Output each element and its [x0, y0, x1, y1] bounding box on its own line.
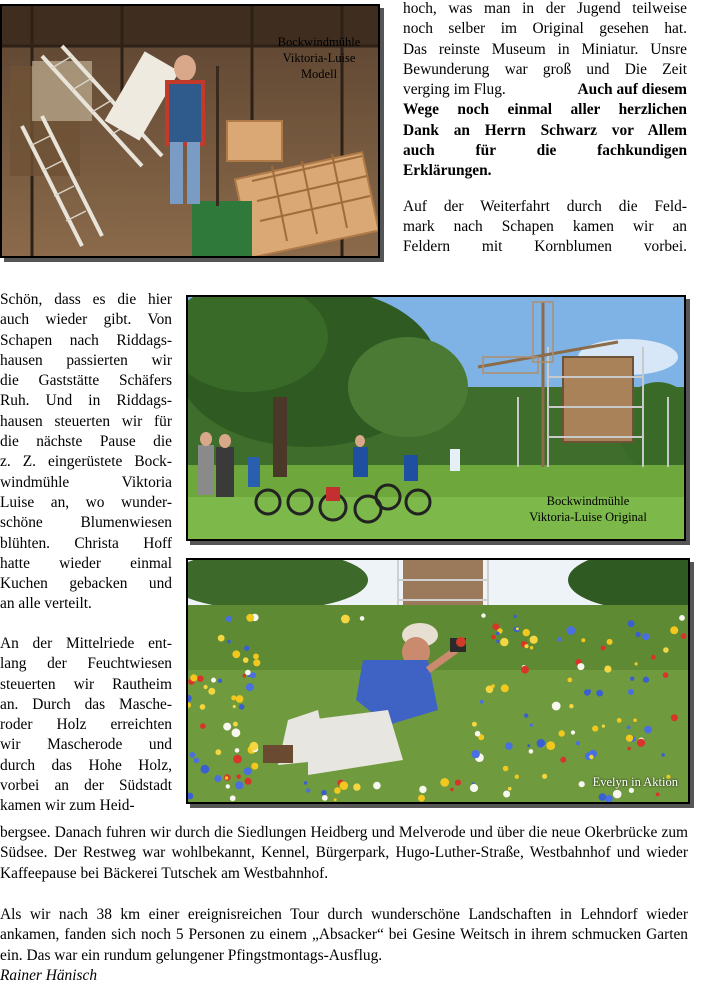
text-line: Auf der Weiterfahrt durch die Feld-: [403, 197, 687, 215]
text-line: Feldern mit Kornblumen vorbei.: [403, 238, 687, 256]
flower: [208, 688, 215, 695]
flower: [214, 775, 221, 782]
flower: [491, 684, 495, 688]
flower: [626, 735, 633, 742]
caption-line: Viktoria-Luise Original: [529, 510, 647, 524]
flower: [321, 790, 327, 796]
flower: [334, 798, 337, 801]
flower: [496, 632, 500, 636]
text-line: Schapen nach Riddags-: [0, 331, 172, 349]
flower: [418, 795, 425, 802]
flower: [334, 787, 341, 794]
flower: [530, 724, 533, 727]
flower: [542, 774, 547, 779]
text-line: blühten. Christa Hoff: [0, 534, 172, 552]
text-block-mittelriede: [0, 634, 172, 817]
flower: [340, 781, 349, 790]
flower: [189, 752, 195, 758]
flower: [481, 613, 485, 617]
text-line: hoch, was man in der Jugend teilweise: [403, 0, 687, 17]
text-line: Luise an, wo wunder-: [0, 493, 172, 511]
text-line: hausen passierten wir: [0, 351, 172, 369]
flower: [341, 615, 350, 624]
caption-line: Bockwindmühle: [546, 494, 630, 508]
photo-caption-model: [264, 34, 374, 82]
flower: [630, 677, 634, 681]
flower: [243, 674, 247, 678]
flower: [304, 781, 307, 784]
flower: [226, 784, 230, 788]
text-line: an alle verteilt.: [0, 595, 92, 613]
paragraph-heidbergsee: bergsee. Danach fuhren wir durch die Siedlungen Heidberg und Melverode und über die neue Okerbrücke zum Südsee. Der Restweg war wohlbekannt, Kennel, Bürgerpark, Hugo-Luther-Straße, Westbahnhof und wieder Kaffeepause bei Bäckerei Tutschek am Westbahnhof.: [0, 824, 688, 882]
flower: [581, 638, 585, 642]
text-line: die Gaststätte Schäfers: [0, 372, 172, 390]
flower: [194, 758, 200, 764]
text-line: z. Z. eingerüstete Bock-: [0, 453, 172, 471]
flower: [584, 689, 590, 695]
text-line: An der Mittelriede ent-: [0, 635, 172, 652]
flower: [602, 725, 605, 728]
flower: [530, 646, 533, 649]
flower: [530, 636, 538, 644]
flower: [322, 795, 328, 801]
flower: [557, 637, 562, 642]
flower: [236, 695, 244, 703]
flower: [250, 742, 259, 751]
flower: [576, 741, 580, 745]
text-line: steuerten wir Rautheim: [0, 675, 172, 693]
flower: [552, 702, 561, 711]
flower: [236, 774, 240, 778]
flower: [521, 666, 529, 674]
flower: [480, 700, 484, 704]
flower: [635, 632, 640, 637]
flower: [360, 616, 365, 621]
flower: [635, 662, 638, 665]
flower: [223, 723, 231, 731]
flower: [492, 623, 499, 630]
flower: [218, 679, 222, 683]
paragraph: [403, 0, 687, 182]
flower: [373, 782, 381, 790]
text-line: auch wieder gibt. Von: [0, 311, 172, 329]
photo-caption-action: Evelyn in Aktion: [592, 775, 678, 789]
flower: [643, 677, 649, 683]
text-line: hatte wieder einmal: [0, 554, 172, 572]
flower: [233, 722, 238, 727]
flower: [501, 684, 509, 692]
flower: [246, 683, 254, 691]
flower: [472, 722, 477, 727]
flower: [201, 765, 210, 774]
flower: [560, 757, 566, 763]
flower: [546, 741, 555, 750]
flower: [233, 705, 236, 708]
flower: [218, 635, 225, 642]
flower: [472, 750, 480, 758]
flower: [599, 793, 607, 801]
flower: [440, 778, 449, 787]
flower: [491, 635, 496, 640]
text-line: Schön, dass es die hier: [0, 291, 172, 308]
flower: [475, 731, 481, 737]
text-line: windmühle Viktoria: [0, 473, 172, 491]
photo-windmill-model: [0, 4, 380, 258]
flower: [251, 763, 258, 770]
text-line: schöne Blumenwiesen: [0, 514, 172, 532]
flower: [663, 672, 669, 678]
text-line: Bewunderung war groß und Die Zeit: [403, 60, 687, 78]
flower: [679, 615, 685, 621]
flower: [503, 766, 509, 772]
text-line: Kuchen gebacken und: [0, 575, 172, 593]
text-line: an. Durch das Masche-: [0, 695, 172, 713]
flower: [661, 753, 665, 757]
text-line-bold: Wege noch einmal aller herzlichen: [403, 101, 687, 119]
caption-line: Modell: [300, 67, 338, 81]
flower: [529, 749, 534, 754]
flower: [613, 790, 622, 799]
flower: [617, 718, 622, 723]
photo-caption-original: [498, 493, 678, 525]
flower: [516, 627, 519, 630]
flower: [239, 704, 245, 710]
paragraph-weiterfahrt: [403, 197, 687, 258]
flower: [500, 638, 508, 646]
text-line: roder Holz erreichten: [0, 716, 172, 734]
flower: [627, 726, 631, 730]
flower: [232, 728, 241, 737]
flower: [642, 633, 649, 640]
flower: [306, 788, 310, 792]
flower: [215, 749, 221, 755]
flower: [596, 690, 603, 697]
text-block-museum: [403, 0, 687, 258]
text-line-bold: Auch auf diesem: [577, 81, 687, 99]
flower: [671, 714, 678, 721]
text-line: Ruh. Und in Riddags-: [0, 392, 172, 410]
text-line-bold: Erklärungen.: [403, 162, 492, 180]
flower: [246, 614, 254, 622]
photo-evelyn: [186, 558, 690, 804]
flower: [628, 689, 634, 695]
text-line: lang der Feuchtwiesen: [0, 655, 172, 673]
flower: [496, 640, 499, 643]
flower: [571, 730, 575, 734]
flower: [455, 780, 461, 786]
text-block-riddagshausen: [0, 290, 172, 615]
paragraph-lehndorf: Als wir nach 38 km einer ereignisreichen Tour durch wunderschöne Landschaften in Lehndorf wieder ankamen, fanden sich noch 5 Personen zu einem „Absacker“ bei Gesine Weitsch in ihrem schmucken Garten ein. Das war ein rundum gelungener Pfingstmontags-Ausflug.: [0, 906, 688, 964]
flower: [523, 629, 530, 636]
text-line-bold: Dank an Herrn Schwarz vor Allem: [403, 121, 687, 139]
flower: [644, 726, 652, 734]
caption-line: Viktoria-Luise: [282, 51, 356, 65]
flower: [470, 784, 478, 792]
flower: [230, 795, 236, 801]
flower: [503, 791, 510, 798]
flower: [567, 626, 576, 635]
photo-windmill-original: [186, 295, 686, 541]
flower: [577, 663, 584, 670]
flower: [197, 676, 203, 682]
flower: [601, 646, 606, 651]
flower: [235, 748, 240, 753]
flower: [633, 718, 637, 722]
text-line-bold: auch für die fachkundigen: [403, 142, 687, 160]
flower: [250, 672, 256, 678]
flower: [419, 786, 426, 793]
flower: [508, 787, 512, 791]
flower: [233, 755, 242, 764]
flower: [204, 685, 208, 689]
flower: [681, 633, 687, 639]
flower-meadow-image: [188, 560, 688, 802]
flower: [663, 647, 669, 653]
text-line: wir Mascherode und: [0, 736, 172, 754]
flower: [190, 674, 197, 681]
text-line: verging im Flug.: [403, 81, 506, 99]
flower: [524, 644, 528, 648]
text-line: Das reinste Museum in Miniatur. Unsre: [403, 40, 687, 58]
flower: [567, 678, 572, 683]
flower: [232, 650, 240, 658]
flower: [592, 726, 598, 732]
flower: [211, 678, 216, 683]
flower: [253, 654, 259, 660]
text-line: vorbei an der Südstadt: [0, 777, 172, 795]
flower: [651, 655, 656, 660]
flower: [505, 742, 513, 750]
caption-line: Bockwindmühle: [277, 35, 361, 49]
flower: [569, 704, 573, 708]
flower: [225, 776, 228, 779]
text-line: die nächste Pause die: [0, 433, 172, 451]
text-line: hausen steuerten wir für: [0, 412, 172, 430]
flower: [670, 626, 678, 634]
flower: [244, 767, 252, 775]
flower: [243, 657, 249, 663]
flower: [628, 747, 631, 750]
flower: [226, 616, 232, 622]
author-signature: Rainer Hänisch: [0, 967, 98, 984]
flower: [450, 788, 454, 792]
flower: [559, 730, 565, 736]
flower: [200, 704, 206, 710]
flower: [244, 646, 249, 651]
flower: [628, 620, 635, 627]
flower: [235, 781, 243, 789]
flower: [231, 695, 236, 700]
flower: [245, 778, 252, 785]
text-line: mark nach Schapen kamen wir an: [403, 217, 687, 235]
flower: [527, 744, 530, 747]
flower: [353, 783, 360, 790]
flower: [515, 775, 519, 779]
flower: [637, 739, 645, 747]
flower: [253, 659, 260, 666]
flower: [607, 639, 613, 645]
flower: [514, 615, 517, 618]
flower: [200, 723, 206, 729]
flower: [245, 670, 251, 676]
flower: [604, 666, 611, 673]
flower: [524, 713, 528, 717]
flower: [227, 640, 231, 644]
flower: [656, 793, 660, 797]
text-line: noch selber im Original gesehen hat.: [403, 20, 687, 38]
text-line: kamen wir zum Heid-: [0, 797, 135, 815]
flower: [537, 739, 546, 748]
text-line: durch das Hohe Holz,: [0, 756, 172, 774]
flower: [589, 755, 593, 759]
